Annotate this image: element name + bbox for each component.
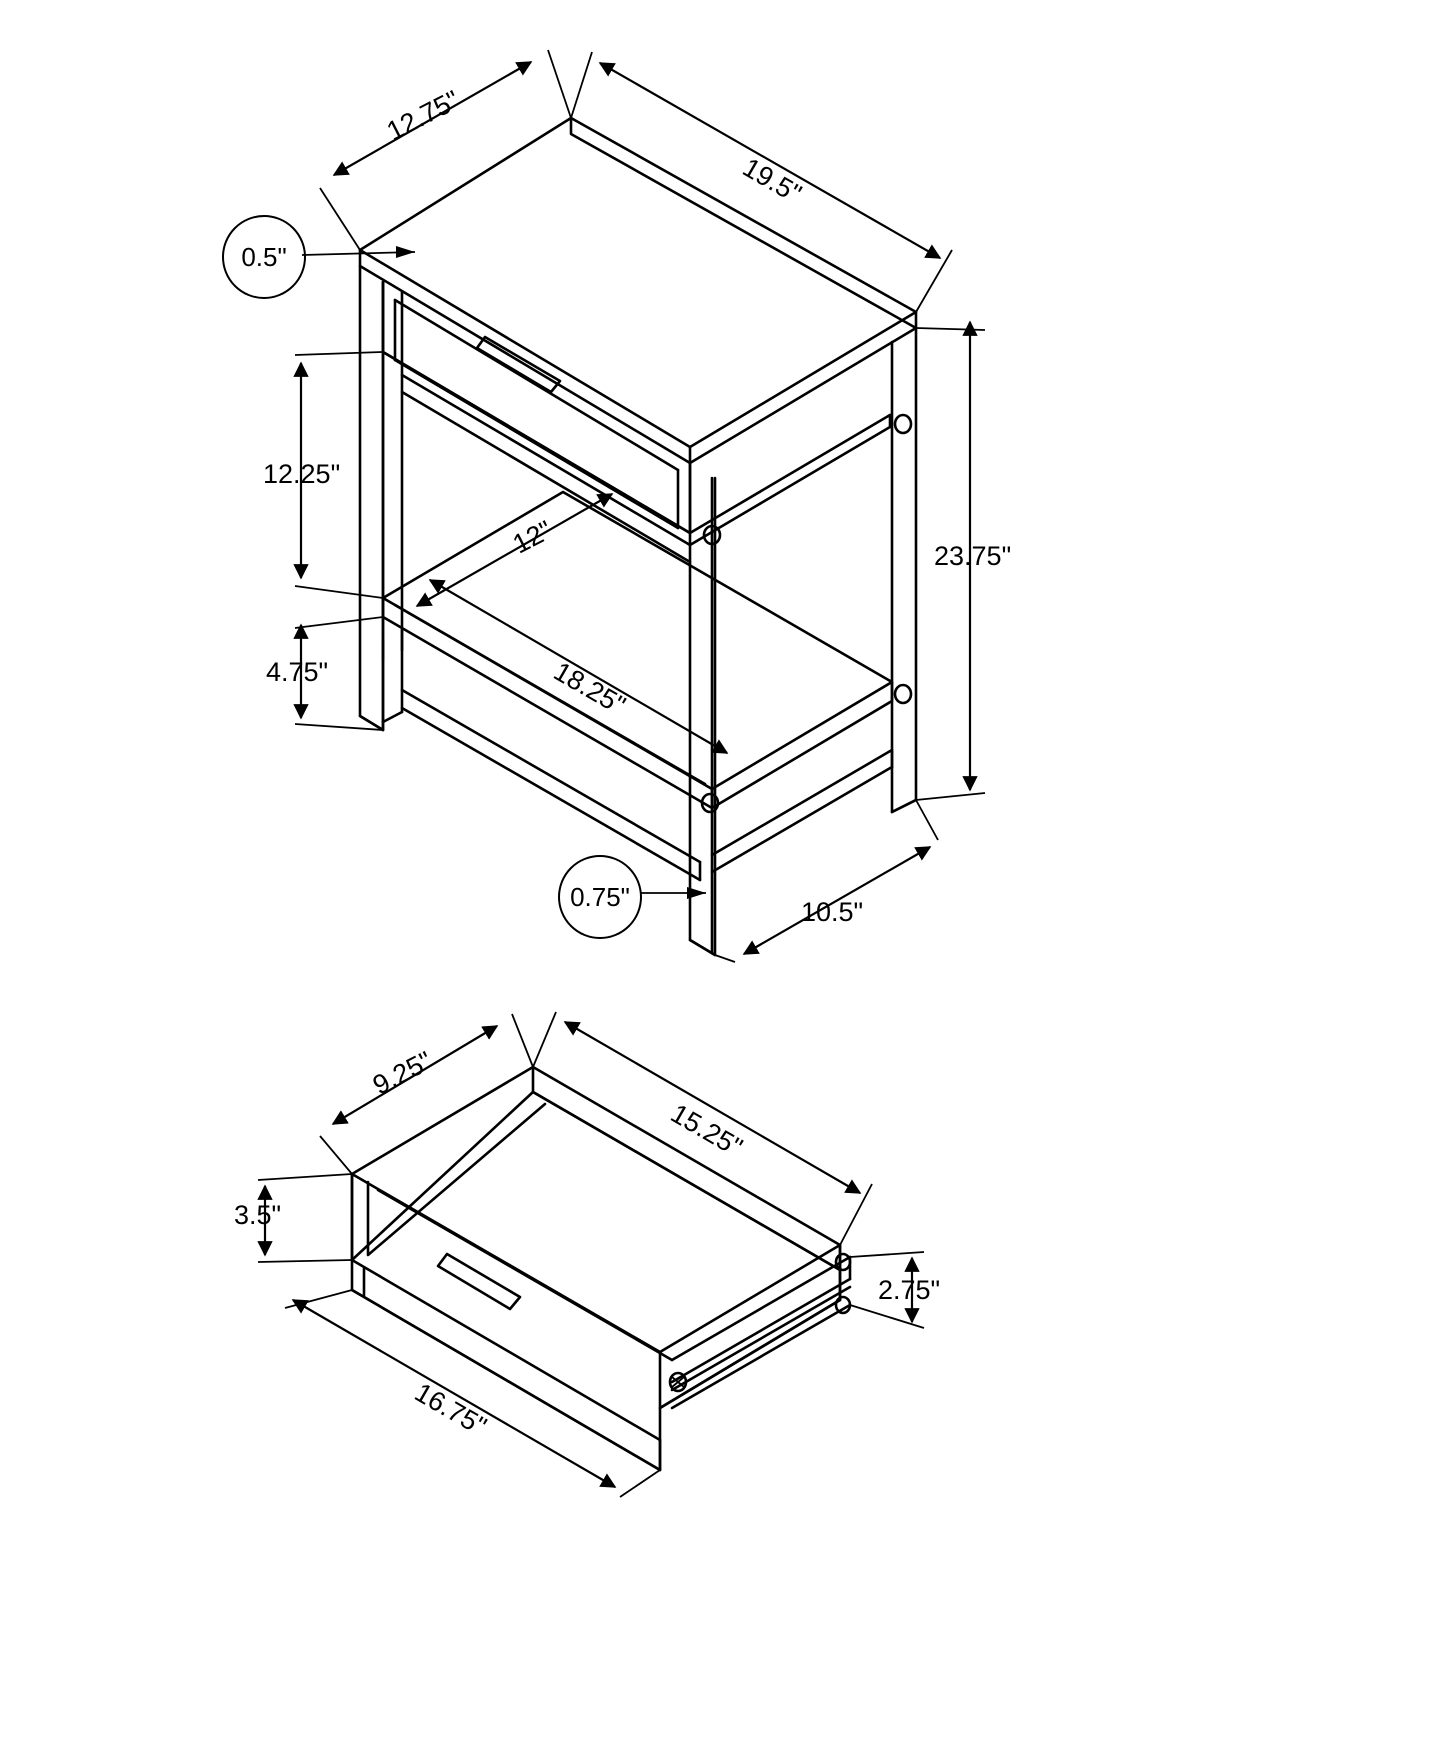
dim-leg-thickness: 0.75" <box>558 855 642 939</box>
dim-top-thickness: 0.5" <box>222 215 306 299</box>
dim-drawer-to-shelf: 12.25" <box>263 459 341 489</box>
dim-shelf-depth: 12" <box>507 514 557 560</box>
dim-shelf-width: 18.25" <box>548 656 631 721</box>
dim-width-top: 19.5" <box>737 152 807 210</box>
dim-drawer-side-height: 2.75" <box>878 1275 941 1305</box>
table-geometry <box>360 118 916 955</box>
dim-drawer-front-width: 16.75" <box>409 1377 492 1442</box>
dim-drawer-depth: 9.25" <box>367 1045 437 1101</box>
table-leader-arrows <box>396 246 706 899</box>
dim-shelf-to-floor: 4.75" <box>266 657 329 687</box>
dim-depth-top: 12.75" <box>381 84 465 147</box>
dim-overall-height: 23.75" <box>934 541 1012 571</box>
dim-base-depth: 10.5" <box>801 897 864 927</box>
dim-drawer-inner-width: 15.25" <box>665 1098 748 1163</box>
dim-drawer-front-height: 3.5" <box>234 1200 282 1230</box>
